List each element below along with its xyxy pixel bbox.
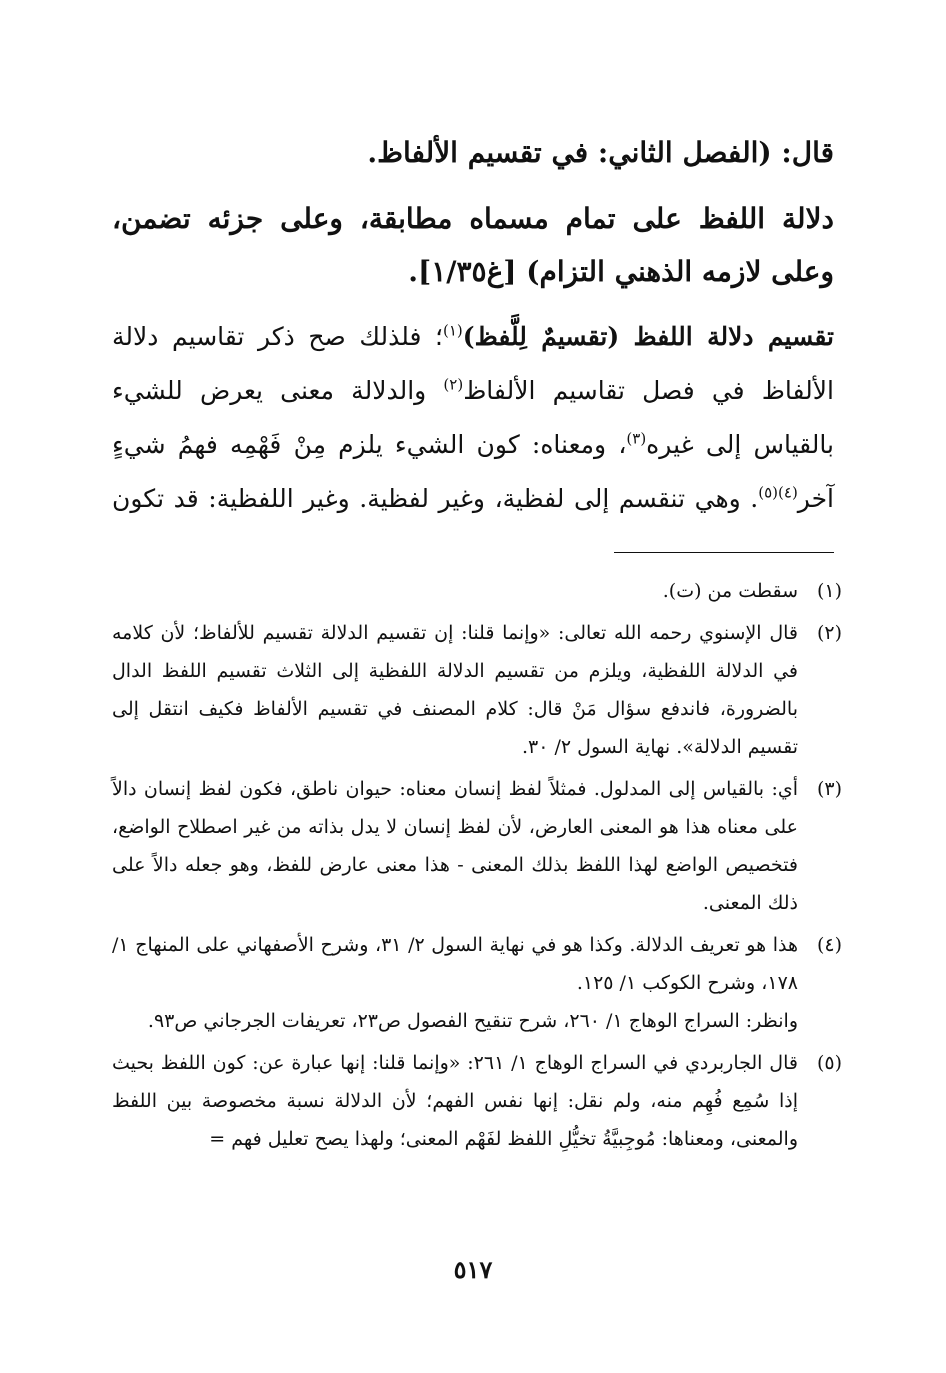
footnote-body (112, 926, 798, 1040)
footnote-text: سقطت من (ت). (662, 580, 798, 602)
page-number: ٥١٧ (453, 1255, 493, 1284)
footnote-text: قال الجاربردي في السراج الوهاج ١/ ٢٦١: «وإنما قلنا: إنها عبارة عن: كون اللفظ بحيث إذا سُمِع فُهِم منه، ولم نقل: إنها نفس الفهم؛ لأن الدلالة نسبة مخصوصة بين اللفظ والمعنى، ومعناها: مُوجِبيَّةُ تخيُّلِ اللفظ لفَهْم المعنى؛ ولهذا يصح تعليل فهم = (112, 1052, 798, 1150)
footnote-separator (614, 552, 834, 553)
commentary-segment-1: ؛ فلذلك صح ذكر تقاسيم دلالة الألفاظ في فصل تقاسيم الألفاظ (112, 322, 835, 405)
footnote-body (112, 1044, 798, 1158)
chapter-heading: قال: (الفصل الثاني: في تقسيم الألفاظ. (367, 136, 834, 169)
footnotes-section (112, 572, 842, 1162)
footnote-text: قال الإسنوي رحمه الله تعالى: «وإنما قلنا: إن تقسيم الدلالة تقسيم للألفاظ؛ لأن كلامه في الدلالة اللفظية، ويلزم من تقسيم الدلالة اللفظية إلى الثلاث تقسيم اللفظ الدال بالضرورة، فاندفع سؤال مَنْ قال: كلام المصنف في تقسيم الألفاظ فكيف انتقل إلى تقسيم الدلالة». نهاية السول ٢/ ٣٠. (112, 622, 798, 758)
footnote-5 (112, 1044, 842, 1158)
footnote-number: (١) (816, 580, 842, 602)
footnote-marker-1: (١) (443, 321, 463, 340)
footnote-text-continued: وانظر: السراج الوهاج ١/ ٢٦٠، شرح تنقيح الفصول ص٢٣، تعريفات الجرجاني ص٩٣. (147, 1010, 798, 1032)
main-text (112, 128, 834, 526)
footnote-marker-2: (٢) (443, 375, 464, 394)
commentary-paragraph (112, 310, 834, 526)
footnote-number: (٣) (816, 778, 842, 800)
footnote-text: أي: بالقياس إلى المدلول. فمثلاً لفظ إنسان معناه: حيوان ناطق، فكون لفظ إنسان دالاً على معناه هذا هو المعنى العارض، لأن لفظ إنسان لا يدل بذاته من غير اصطلاح الواضع، فتخصيص الواضع لهذا اللفظ بذلك المعنى - هذا معنى عارض للفظ، وهو جعله دالاً على ذلك المعنى. (112, 778, 798, 914)
footnote-text: هذا هو تعريف الدلالة. وكذا هو في نهاية السول ٢/ ٣١، وشرح الأصفهاني على المنهاج ١/ ١٧٨، وشرح الكوكب ١/ ١٢٥. (112, 934, 798, 994)
footnote-3 (112, 770, 842, 922)
footnote-body (112, 572, 798, 610)
footnote-body (112, 614, 798, 766)
footnote-number: (٥) (816, 1052, 842, 1074)
footnote-number: (٢) (816, 622, 842, 644)
footnote-marker-4-5: (٤)(٥) (758, 483, 798, 502)
commentary-segment-4: . وهي تنقسم إلى لفظية، وغير لفظية. وغير اللفظية: قد تكون (112, 484, 759, 513)
commentary-segment-3: ، ومعناه: كون الشيء يلزم مِنْ فَهْمِه فهمُ شيءٍ آخر (112, 430, 834, 513)
footnote-4 (112, 926, 842, 1040)
commentary-lead: تقسيم دلالة اللفظ (تقسيمٌ لِلَّفظ) (462, 322, 834, 351)
footnote-body (112, 770, 798, 922)
footnote-2 (112, 614, 842, 766)
footnote-number: (٤) (816, 934, 842, 956)
matn-text: دلالة اللفظ على تمام مسماه مطابقة، وعلى جزئه تضمن، وعلى لازمه الذهني التزام) [غ١/٣٥]. (112, 202, 834, 288)
commentary-segment-2: والدلالة معنى يعرض للشيء بالقياس إلى غيره (112, 376, 834, 459)
footnote-1 (112, 572, 842, 610)
footnote-marker-3: (٣) (626, 429, 647, 448)
